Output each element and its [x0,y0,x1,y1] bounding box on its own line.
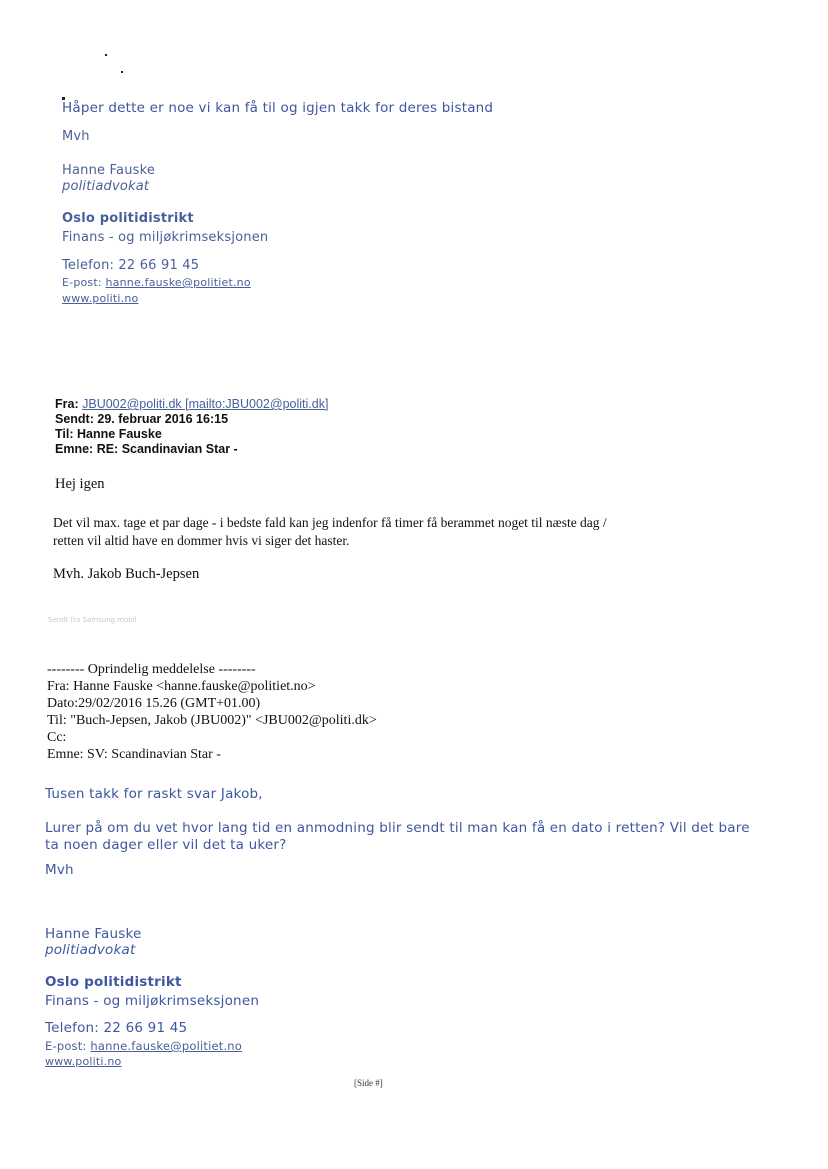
reply-paragraph [53,514,607,550]
signature-bottom-email-row [45,1039,242,1053]
reply-header [55,397,328,457]
subject-value: RE: Scandinavian Star - [96,442,238,456]
original-body-line3: ta noen dager eller vil det ta uker? [45,837,287,853]
original-body-line1: Tusen takk for raskt svar Jakob, [45,786,263,802]
original-body-mvh: Mvh [45,862,74,878]
closing-note: Håper dette er noe vi kan få til og igjen takk for deres bistand [62,100,494,116]
signature-bottom-phone: Telefon: 22 66 91 45 [45,1020,188,1036]
email-label: E-post: [45,1039,87,1053]
signature-bottom-org: Oslo politidistrikt [45,974,182,990]
original-to-row [47,712,377,729]
subject-label: Emne: [55,442,94,456]
signature-bottom-name: Hanne Fauske [45,926,142,942]
original-header [47,661,377,763]
signature-top-web-link[interactable]: www.politi.no [62,292,139,305]
orig-date-value: 29/02/2016 15.26 (GMT+01.00) [78,696,261,711]
reply-closing: Mvh. Jakob Buch-Jepsen [53,566,200,582]
to-value: Hanne Fauske [77,427,162,441]
signature-top-section: Finans - og miljøkrimseksjonen [62,230,269,245]
to-label: Til: [55,427,74,441]
orig-from-value[interactable]: Hanne Fauske <hanne.fauske@politiet.no> [73,679,316,694]
email-link[interactable]: hanne.fauske@politiet.no [90,1039,243,1053]
original-subject-row [47,746,377,763]
signature-top-name: Hanne Fauske [62,163,156,178]
sent-label: Sendt: [55,412,94,426]
reply-faint-note: Sendt fra Samsung mobil [48,616,137,624]
signature-top-org: Oslo politidistrikt [62,211,194,226]
sent-value: 29. februar 2016 16:15 [97,412,229,426]
from-label: Fra: [55,397,79,411]
signature-top-phone: Telefon: 22 66 91 45 [62,258,200,273]
email-label: E-post: [62,276,102,289]
signature-top-title: politiadvokat [62,179,150,194]
scan-speck [121,71,123,73]
original-divider: -------- Oprindelig meddelelse -------- [47,662,256,677]
reply-para-line2: retten vil altid have en dommer hvis vi siger det haster. [53,533,350,548]
signature-bottom-title: politiadvokat [45,942,136,958]
signature-top [62,100,494,116]
orig-from-label: Fra: [47,679,70,694]
from-email-link[interactable]: JBU002@politi.dk [mailto:JBU002@politi.dk] [82,397,329,411]
email-link[interactable]: hanne.fauske@politiet.no [105,276,251,289]
reply-to-row [55,427,328,442]
original-body-question [45,820,750,854]
reply-sent-row [55,412,328,427]
reply-greeting: Hej igen [55,476,105,492]
original-cc-row [47,729,377,746]
scan-speck [105,54,107,56]
reply-from-row [55,397,328,412]
orig-to-label: Til: [47,713,67,728]
orig-subject-label: Emne: [47,747,84,762]
signature-top-mvh: Mvh [62,129,90,144]
signature-top-email-row [62,276,251,289]
orig-to-value[interactable]: "Buch-Jepsen, Jakob (JBU002)" <JBU002@politi.dk> [70,713,377,728]
reply-para-line1: Det vil max. tage et par dage - i bedste fald kan jeg indenfor få timer få berammet noget til næste dag / [53,515,607,530]
page-footer: [Side #] [354,1078,383,1088]
original-from-row [47,678,377,695]
signature-bottom-web-link[interactable]: www.politi.no [45,1055,122,1068]
orig-cc-label: Cc: [47,730,67,745]
orig-date-label: Dato: [47,696,79,711]
orig-subject-value: SV: Scandinavian Star - [87,747,221,762]
reply-subject-row [55,442,328,457]
original-date-row [47,695,377,712]
signature-bottom-section: Finans - og miljøkrimseksjonen [45,993,260,1009]
original-body-line2: Lurer på om du vet hvor lang tid en anmodning blir sendt til man kan få en dato i retten? Vil det bare [45,820,750,836]
